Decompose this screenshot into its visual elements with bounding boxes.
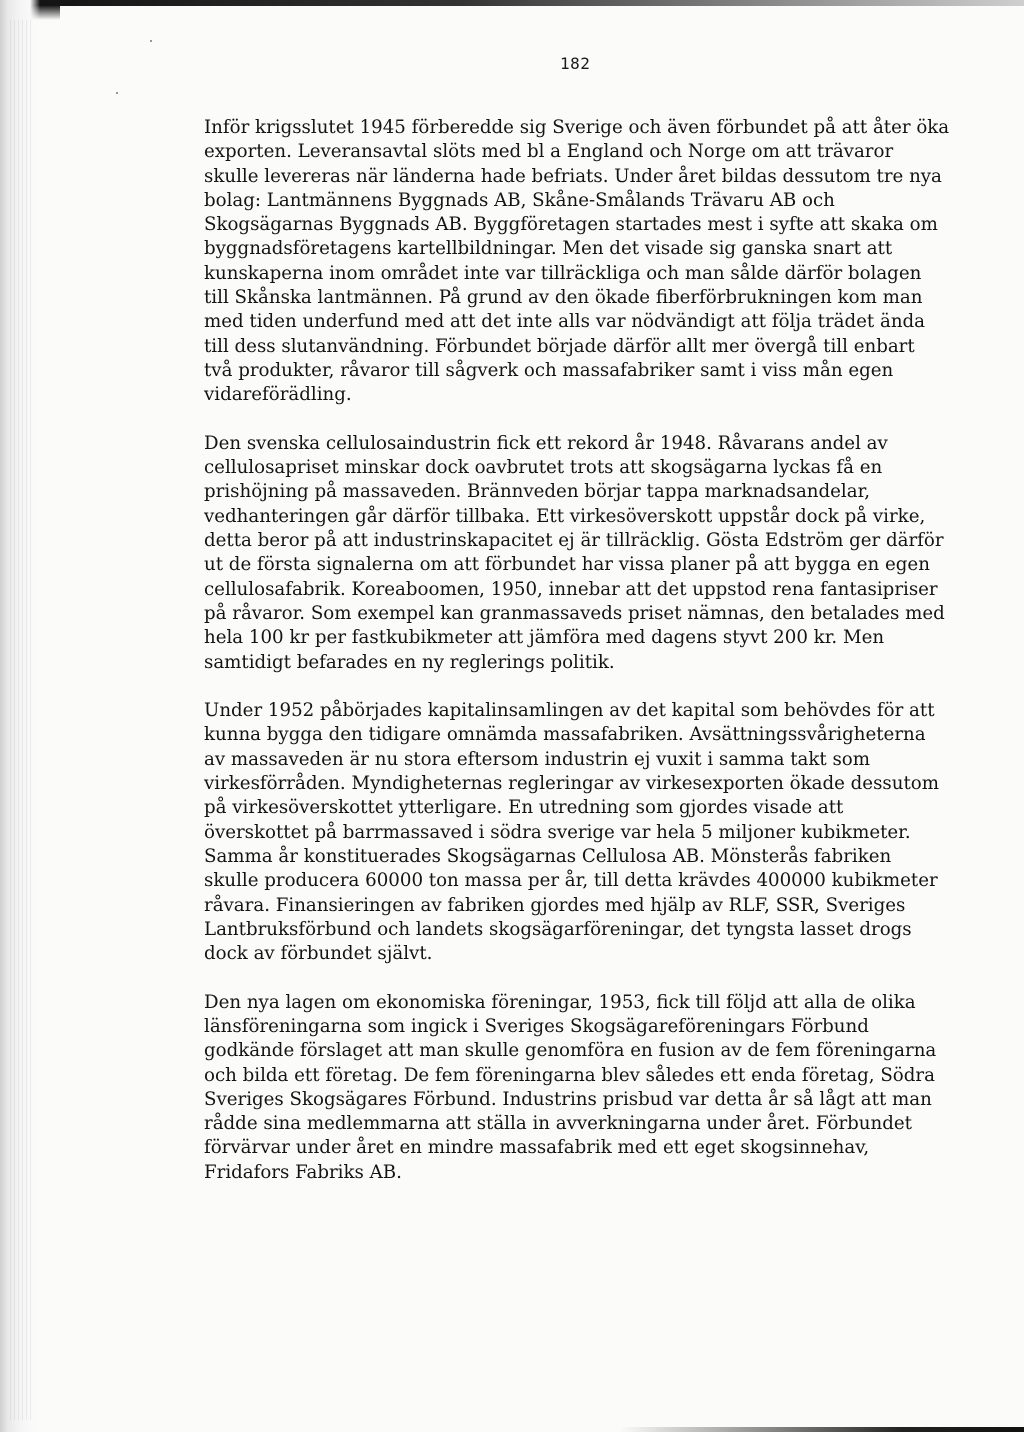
text-line: länsföreningarna som ingick i Sveriges Skogsägareföreningars Förbund <box>204 1015 869 1037</box>
text-line: Fridafors Fabriks AB. <box>204 1161 402 1183</box>
text-line: Den nya lagen om ekonomiska föreningar, 1953, fick till följd att alla de olika <box>204 991 916 1013</box>
binding-gutter-texture <box>10 20 32 1420</box>
text-line: till dess slutanvändning. Förbundet började därför allt mer övergå till enbart <box>204 335 915 357</box>
scan-bottom-edge <box>620 1427 1024 1432</box>
text-line: två produkter, råvaror till sågverk och massafabriker samt i viss mån egen <box>204 359 894 381</box>
text-line: förvärvar under året en mindre massafabrik med ett eget skogsinnehav, <box>204 1137 870 1159</box>
text-line: godkände förslaget att man skulle genomföra en fusion av de fem föreningarna <box>204 1040 937 1062</box>
text-line: Sveriges Skogsägares Förbund. Industrins prisbud var detta år så lågt att man <box>204 1088 932 1110</box>
text-line: Den svenska cellulosaindustrin fick ett rekord år 1948. Råvarans andel av <box>204 432 888 454</box>
text-line: vedhanteringen går därför tillbaka. Ett virkesöverskott uppstår dock på virke, <box>204 505 926 527</box>
body-text <box>204 116 984 1209</box>
page-number: 182 <box>560 54 591 73</box>
paragraph <box>204 116 984 408</box>
text-line: av massaveden är nu stora eftersom industrin ej vuxit i samma takt som <box>204 748 871 770</box>
text-line: rådde sina medlemmarna att ställa in avverkningarna under året. Förbundet <box>204 1113 912 1135</box>
scan-top-edge <box>0 0 1024 6</box>
text-line: till Skånska lantmännen. På grund av den ökade fiberförbrukningen kom man <box>204 287 923 309</box>
paragraph <box>204 991 984 1185</box>
scan-speck <box>150 40 152 42</box>
text-line: överskottet på barrmassaved i södra sverige var hela 5 miljoner kubikmeter. <box>204 821 911 843</box>
text-line: skulle levereras när länderna hade befriats. Under året bildas dessutom tre nya <box>204 165 942 187</box>
text-line: bolag: Lantmännens Byggnads AB, Skåne-Smålands Trävaru AB och <box>204 189 835 211</box>
text-line: Samma år konstituerades Skogsägarnas Cellulosa AB. Mönsterås fabriken <box>204 845 892 867</box>
text-line: på virkesöverskottet ytterligare. En utredning som gjordes visade att <box>204 797 844 819</box>
text-line: kunna bygga den tidigare omnämda massafabriken. Avsättningssvårigheterna <box>204 724 926 746</box>
text-line: samtidigt befarades en ny reglerings politik. <box>204 651 615 673</box>
text-line: cellulosapriset minskar dock oavbrutet trots att skogsägarna lyckas få en <box>204 457 883 479</box>
text-line: Skogsägarnas Byggnads AB. Byggföretagen startades mest i syfte att skaka om <box>204 214 938 236</box>
text-line: hela 100 kr per fastkubikmeter att jämföra med dagens styvt 200 kr. Men <box>204 627 885 649</box>
text-line: cellulosafabrik. Koreaboomen, 1950, innebar att det uppstod rena fantasipriser <box>204 578 938 600</box>
text-line: exporten. Leveransavtal slöts med bl a England och Norge om att trävaror <box>204 141 894 163</box>
text-line: ut de första signalerna om att förbundet har vissa planer på att bygga en egen <box>204 554 930 576</box>
text-line: Inför krigsslutet 1945 förberedde sig Sverige och även förbundet på att åter öka <box>204 117 950 138</box>
text-line: detta beror på att industrinskapacitet ej är tillräcklig. Gösta Edström ger därför <box>204 530 944 552</box>
text-line: Lantbruksförbund och landets skogsägarföreningar, det tyngsta lasset drogs <box>204 918 912 940</box>
text-line: skulle producera 60000 ton massa per år, till detta krävdes 400000 kubikmeter <box>204 870 938 892</box>
text-line: kunskaperna inom området inte var tillräckliga och man sålde därför bolagen <box>204 262 922 284</box>
text-line: råvara. Finansieringen av fabriken gjordes med hjälp av RLF, SSR, Sveriges <box>204 894 906 916</box>
text-line: prishöjning på massaveden. Brännveden börjar tappa marknadsandelar, <box>204 481 871 503</box>
text-line: dock av förbundet självt. <box>204 943 433 965</box>
text-line: och bilda ett företag. De fem föreningarna blev således ett enda företag, Södra <box>204 1064 935 1086</box>
text-line: på råvaror. Som exempel kan granmassaveds priset nämnas, den betalades med <box>204 602 945 624</box>
scan-speck <box>116 92 118 94</box>
text-line: vidareförädling. <box>204 384 352 406</box>
text-line: virkesförråden. Myndigheternas regleringar av virkesexporten ökade dessutom <box>204 773 939 795</box>
text-line: med tiden underfund med att det inte alls var nödvändigt att följa trädet ända <box>204 311 926 333</box>
text-line: Under 1952 påbörjades kapitalinsamlingen av det kapital som behövdes för att <box>204 700 935 722</box>
paragraph <box>204 699 984 966</box>
paragraph <box>204 432 984 675</box>
text-line: byggnadsföretagens kartellbildningar. Men det visade sig ganska snart att <box>204 238 893 260</box>
